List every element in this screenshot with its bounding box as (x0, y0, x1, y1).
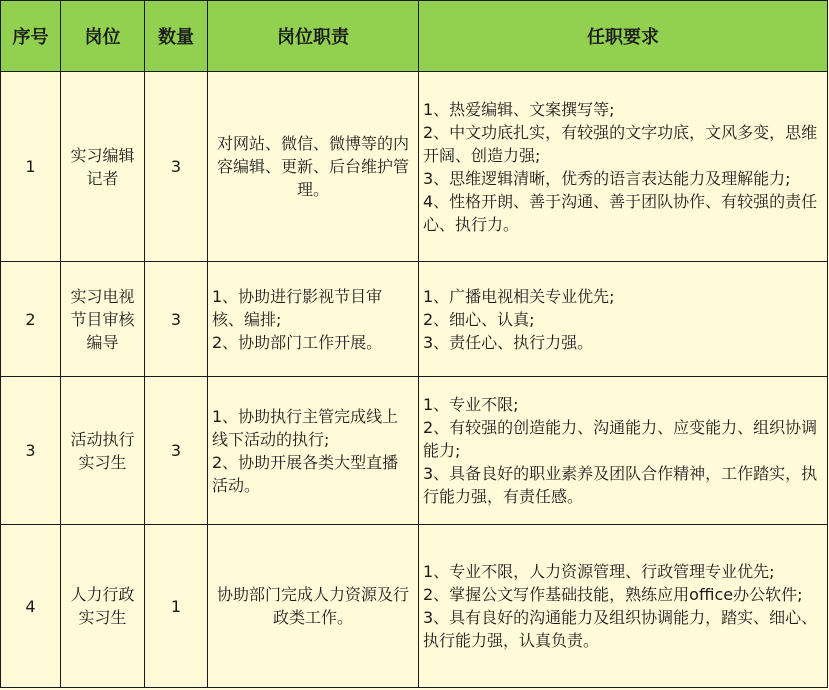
requirement-line: 2、细心、认真; (423, 309, 535, 329)
header-position: 岗位 (61, 1, 145, 72)
row-count: 1 (145, 525, 208, 688)
table-row (1, 262, 828, 377)
header-row (1, 1, 828, 72)
row-count: 3 (145, 262, 208, 377)
row-no: 2 (1, 262, 61, 377)
requirement-line: 2、有较强的创造能力、沟通能力、应变能力、组织协调能力; (423, 418, 818, 460)
header-no: 序号 (1, 1, 61, 72)
duty-line: 1、协助进行影视节目审核、编排; (212, 286, 383, 329)
requirement-line: 3、思维逻辑清晰，优秀的语言表达能力及理解能力; (423, 168, 791, 188)
row-count: 3 (145, 377, 208, 525)
row-position: 人力行政实习生 (61, 525, 145, 688)
requirement-line: 1、专业不限; (423, 395, 519, 414)
requirement-line: 3、责任心、执行力强。 (423, 332, 594, 352)
requirement-line: 1、专业不限，人力资源管理、行政管理专业优先; (423, 562, 775, 581)
duty-line: 1、协助执行主管完成线上线下活动的执行; (212, 406, 399, 449)
row-no: 1 (1, 72, 61, 262)
requirement-line: 4、性格开朗、善于沟通、善于团队协作、有较强的责任心、执行力。 (423, 191, 818, 234)
row-duties (208, 377, 419, 525)
table-row (1, 525, 828, 688)
row-duties (208, 262, 419, 377)
duty-line: 2、协助开展各类大型直播活动。 (212, 452, 399, 495)
requirement-line: 1、热爱编辑、文案撰写等; (423, 99, 615, 119)
table-row (1, 72, 828, 262)
row-position: 活动执行实习生 (61, 377, 145, 525)
requirement-line: 2、中文功底扎实，有较强的文字功底，文风多变，思维开阔、创造力强; (423, 122, 818, 165)
row-position: 实习电视节目审核编导 (61, 262, 145, 377)
row-requirements (419, 377, 828, 525)
header-duties: 岗位职责 (208, 1, 419, 72)
row-duties (208, 72, 419, 262)
row-position: 实习编辑记者 (61, 72, 145, 262)
row-requirements (419, 262, 828, 377)
duty-line: 协助部门完成人力资源及行政类工作。 (216, 585, 409, 627)
requirement-line: 2、掌握公文写作基础技能，熟练应用office办公软件; (423, 585, 803, 604)
row-requirements (419, 525, 828, 688)
requirement-line: 3、具备良好的职业素养及团队合作精神，工作踏实，执行能力强，有责任感。 (423, 464, 818, 506)
duty-line: 2、协助部门工作开展。 (212, 332, 383, 352)
row-count: 3 (145, 72, 208, 262)
header-count: 数量 (145, 1, 208, 72)
row-requirements (419, 72, 828, 262)
requirement-line: 1、广播电视相关专业优先; (423, 286, 615, 306)
row-no: 3 (1, 377, 61, 525)
requirement-line: 3、具有良好的沟通能力及组织协调能力，踏实、细心、执行能力强，认真负责。 (423, 608, 818, 650)
table-row (1, 377, 828, 525)
duty-line: 对网站、微信、微博等的内容编辑、更新、后台维护管理。 (216, 134, 409, 199)
header-requirements: 任职要求 (419, 1, 828, 72)
row-no: 4 (1, 525, 61, 688)
row-duties (208, 525, 419, 688)
